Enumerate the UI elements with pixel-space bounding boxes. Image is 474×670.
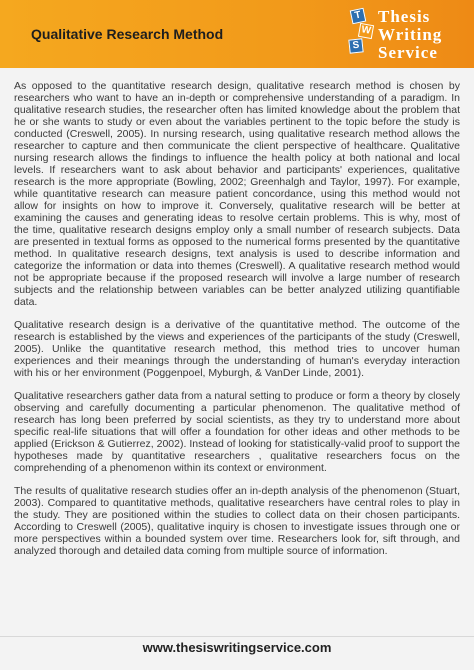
article-body (14, 80, 460, 568)
footer-website-link[interactable]: www.thesiswritingservice.com (142, 640, 332, 655)
logo-cube-t: T (350, 8, 367, 25)
logo-line-thesis: Thesis (378, 7, 431, 26)
paragraph-2: Qualitative research design is a derivative of the quantitative method. The outcome of the research is established by the views and experiences of the participants of the study (Creswell, 2005). Unlike the quantitative research method, this method tries to uncover human experiences and their meanings through the understanding of human's everyday interaction with his or her environment (Poggenpoel, Myburgh, & VanDer Linde, 2001). (14, 319, 460, 379)
paragraph-4: The results of qualitative research studies offer an in-depth analysis of the phenomenon (Stuart, 2003). Compared to quantitative methods, qualitative researchers have central roles to play in the study. They are positioned within the studies to collect data on their chosen participants. According to Creswell (2005), qualitative inquiry is chosen to investigate issues through one or more perspectives within a bounded system over time. Researchers look for, sift through, and analyzed thorough and detailed data coming from multiple source of information. (14, 485, 460, 557)
page-title: Qualitative Research Method (31, 26, 224, 42)
paragraph-3: Qualitative researchers gather data from a natural setting to produce or form a theory by closely observing and carefully documenting a particular phenomenon. The qualitative method of research has long been preferred by social scientists, as they try to understand more about specific real-life situations that will offer a foundation for other ideas and other methods to be applied (Erickson & Gutierrez, 2002). Instead of looking for statistically-valid proof to support the hypotheses made by quantitative researchers , qualitative researchers focus on the comprehending of a phenomenon within its context or environment. (14, 390, 460, 474)
header-banner (0, 0, 474, 68)
logo-cubes-icon (345, 6, 375, 58)
logo-wordmark (378, 8, 442, 61)
footer-divider (0, 636, 474, 637)
logo-line-service: Service (378, 43, 438, 62)
logo-line-writing: Writing (378, 25, 443, 44)
thesis-writing-service-logo[interactable] (345, 6, 470, 62)
logo-cube-s: S (348, 38, 363, 53)
paragraph-1: As opposed to the quantitative research design, qualitative research method is chosen by researchers who want to have an in-depth or comprehensive understanding of a paradigm. In qualitative research studies, the researcher often has limited knowledge about the problem that he or she wants to study or even about the variables pertinent to the topic before the study is conducted (Creswell, 2005). In nursing research, using qualitative research method allows the researcher to capture and then communicate the client perspective of healthcare. Qualitative nursing research allows the findings to influence the health policy at both national and local levels. If researchers want to ask about behavior and participants' experiences, qualitative research is the more appropriate (Bowling, 2002; Greenhalgh and Taylor, 1997). For example, while quantitative research can measure patient concordance, using this method would not allow for insights on how to improve it. Conversely, qualitative research will be better at examining the causes and generating ideas to resolve certain problems. This is why, most of the time, qualitative research designs employ only a small number of research subjects. Data are presented in textual forms as opposed to the numerical forms presented by the quantitative method. In qualitative research designs, text analysis is used to describe information and categorize the information or data into themes (Creswell). A qualitative research method would not be appropriate because if the proposed research will involve a large number of research subjects and the relationship between variables can be better analyzed utilizing quantifiable data. (14, 80, 460, 308)
logo-cube-w: W (358, 23, 374, 39)
